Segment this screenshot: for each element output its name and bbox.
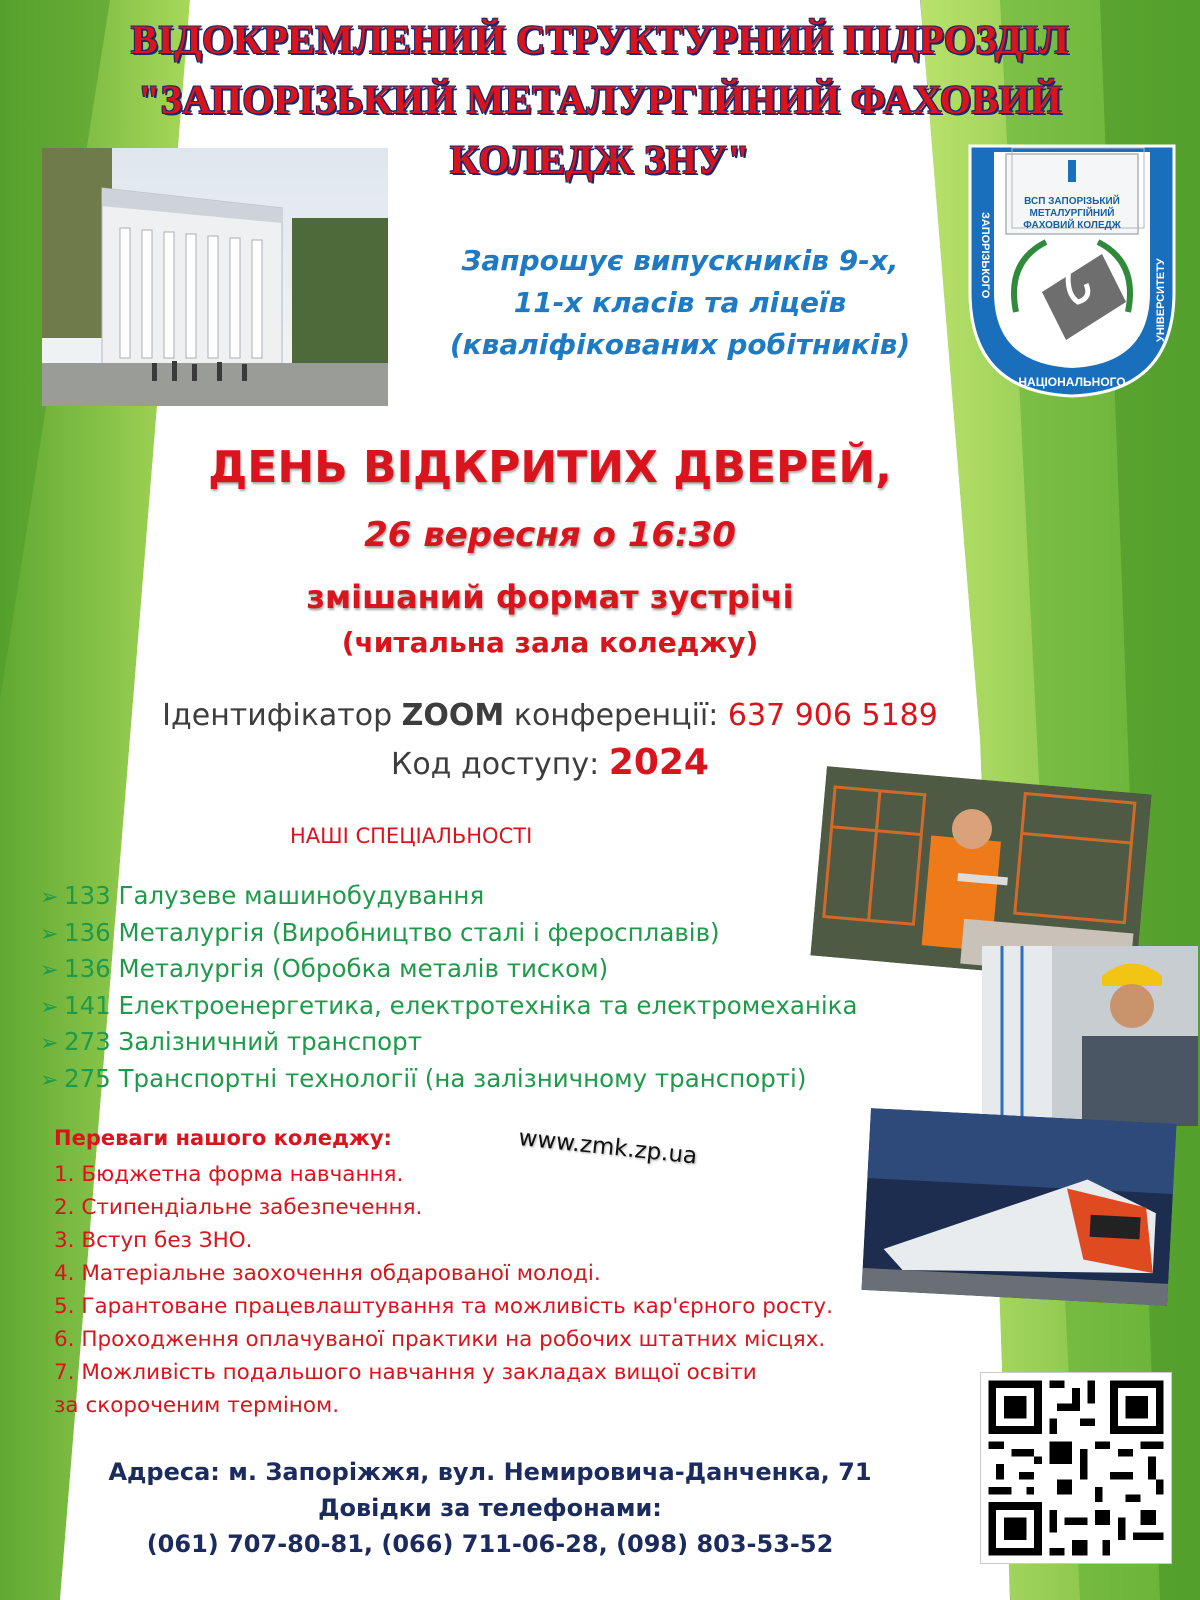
college-building-photo: [42, 148, 388, 406]
zoom-code-value: 2024: [608, 742, 709, 783]
specialty-label: 273 Залізничний транспорт: [64, 1027, 422, 1056]
logo-inner-line2: МЕТАЛУРГІЙНИЙ: [1029, 208, 1115, 219]
zoom-id-value: 637 906 5189: [727, 698, 938, 733]
arrow-icon: ➢: [40, 885, 59, 910]
specialty-item: [40, 915, 970, 952]
zoom-id-line: [100, 698, 1000, 733]
specialty-label: 136 Металургія (Виробництво сталі і феросплавів): [64, 917, 720, 947]
advantage-item: 5. Гарантоване працевлаштування та можливість кар'єрного росту.: [54, 1294, 833, 1319]
advantage-item: 3. Вступ без ЗНО.: [54, 1228, 253, 1253]
logo-inner-line1: ВСП ЗАПОРІЗЬКИЙ: [1024, 196, 1120, 207]
logo-ring-left: ЗАПОРІЗЬКОГО: [979, 212, 991, 299]
open-day-title: ДЕНЬ ВІДКРИТИХ ДВЕРЕЙ,: [208, 442, 892, 493]
zoom-id-label-pre: Ідентифікатор: [162, 698, 402, 733]
arrow-icon: ➢: [40, 921, 59, 947]
logo-inner-line3: ФАХОВИЙ КОЛЕДЖ: [1023, 220, 1121, 231]
logo-ring-bottom: НАЦІОНАЛЬНОГО: [1018, 375, 1126, 389]
phone-numbers: (061) 707-80-81, (066) 711-06-28, (098) 803-53-52: [146, 1530, 834, 1558]
zoom-id-label-bold: ZOOM: [401, 698, 505, 733]
specialty-item: [40, 988, 970, 1025]
invite-text: [400, 240, 960, 366]
event-date: 26 вересня о 16:30: [364, 515, 736, 555]
event-format: змішаний формат зустрічі: [306, 578, 794, 616]
invite-line3: (кваліфікованих робітників): [449, 328, 911, 361]
specialty-item: [40, 1061, 970, 1098]
logo-ring-right: УНІВЕРСИТЕТУ: [1155, 258, 1167, 342]
advantage-item: 4. Матеріальне заохочення обдарованої молоді.: [54, 1261, 601, 1286]
specialties-list: [40, 878, 970, 1097]
specialty-label: 136 Металургія (Обробка металів тиском): [64, 954, 609, 983]
advantage-item: 7. Можливість подальшого навчання у закладах вищої освіти: [54, 1360, 757, 1385]
college-title-line2: "ЗАПОРІЗЬКИЙ МЕТАЛУРГІЙНИЙ ФАХОВИЙ: [138, 77, 1062, 122]
specialties-heading: НАШІ СПЕЦІАЛЬНОСТІ: [290, 824, 533, 848]
event-place: (читальна зала коледжу): [341, 626, 759, 659]
arrow-icon: ➢: [40, 958, 59, 983]
specialty-item: [40, 1024, 970, 1061]
advantage-item: 2. Стипендіальне забезпечення.: [54, 1195, 423, 1220]
specialty-item: [40, 878, 970, 915]
invite-line2: 11-х класів та ліцеїв: [513, 286, 847, 319]
arrow-icon: ➢: [40, 1031, 59, 1056]
zoom-id-label-post: конференції:: [504, 698, 728, 733]
arrow-icon: ➢: [40, 1067, 59, 1093]
address: Адреса: м. Запоріжжя, вул. Немировича-Данченка, 71: [108, 1458, 872, 1486]
zoom-code-label: Код доступу:: [391, 747, 609, 782]
invite-line1: Запрошує випускників 9-х,: [461, 244, 899, 277]
electrician-photo: [982, 946, 1198, 1126]
college-title-line3: КОЛЕДЖ ЗНУ": [450, 137, 750, 182]
specialty-label: 141 Електроенергетика, електротехніка та електромеханіка: [64, 990, 858, 1020]
specialty-label: 133 Галузеве машинобудування: [64, 881, 485, 910]
qr-code[interactable]: [980, 1372, 1172, 1564]
college-title-line1: ВІДОКРЕМЛЕНИЙ СТРУКТУРНИЙ ПІДРОЗДІЛ: [130, 17, 1070, 62]
advantages-list: [54, 1158, 954, 1422]
specialty-label: 275 Транспортні технології (на залізничному транспорті): [64, 1063, 807, 1093]
website-link[interactable]: www.zmk.zp.ua: [517, 1125, 699, 1170]
advantage-item: за скороченим терміном.: [54, 1393, 340, 1418]
phones-label: Довідки за телефонами:: [318, 1494, 662, 1522]
college-logo: [966, 142, 1178, 400]
arrow-icon: ➢: [40, 994, 59, 1020]
specialty-item: [40, 951, 970, 988]
advantage-item: 1. Бюджетна форма навчання.: [54, 1162, 404, 1187]
advantages-title: Переваги нашого коледжу:: [54, 1126, 392, 1150]
advantage-item: 6. Проходження оплачуваної практики на робочих штатних місцях.: [54, 1327, 826, 1352]
